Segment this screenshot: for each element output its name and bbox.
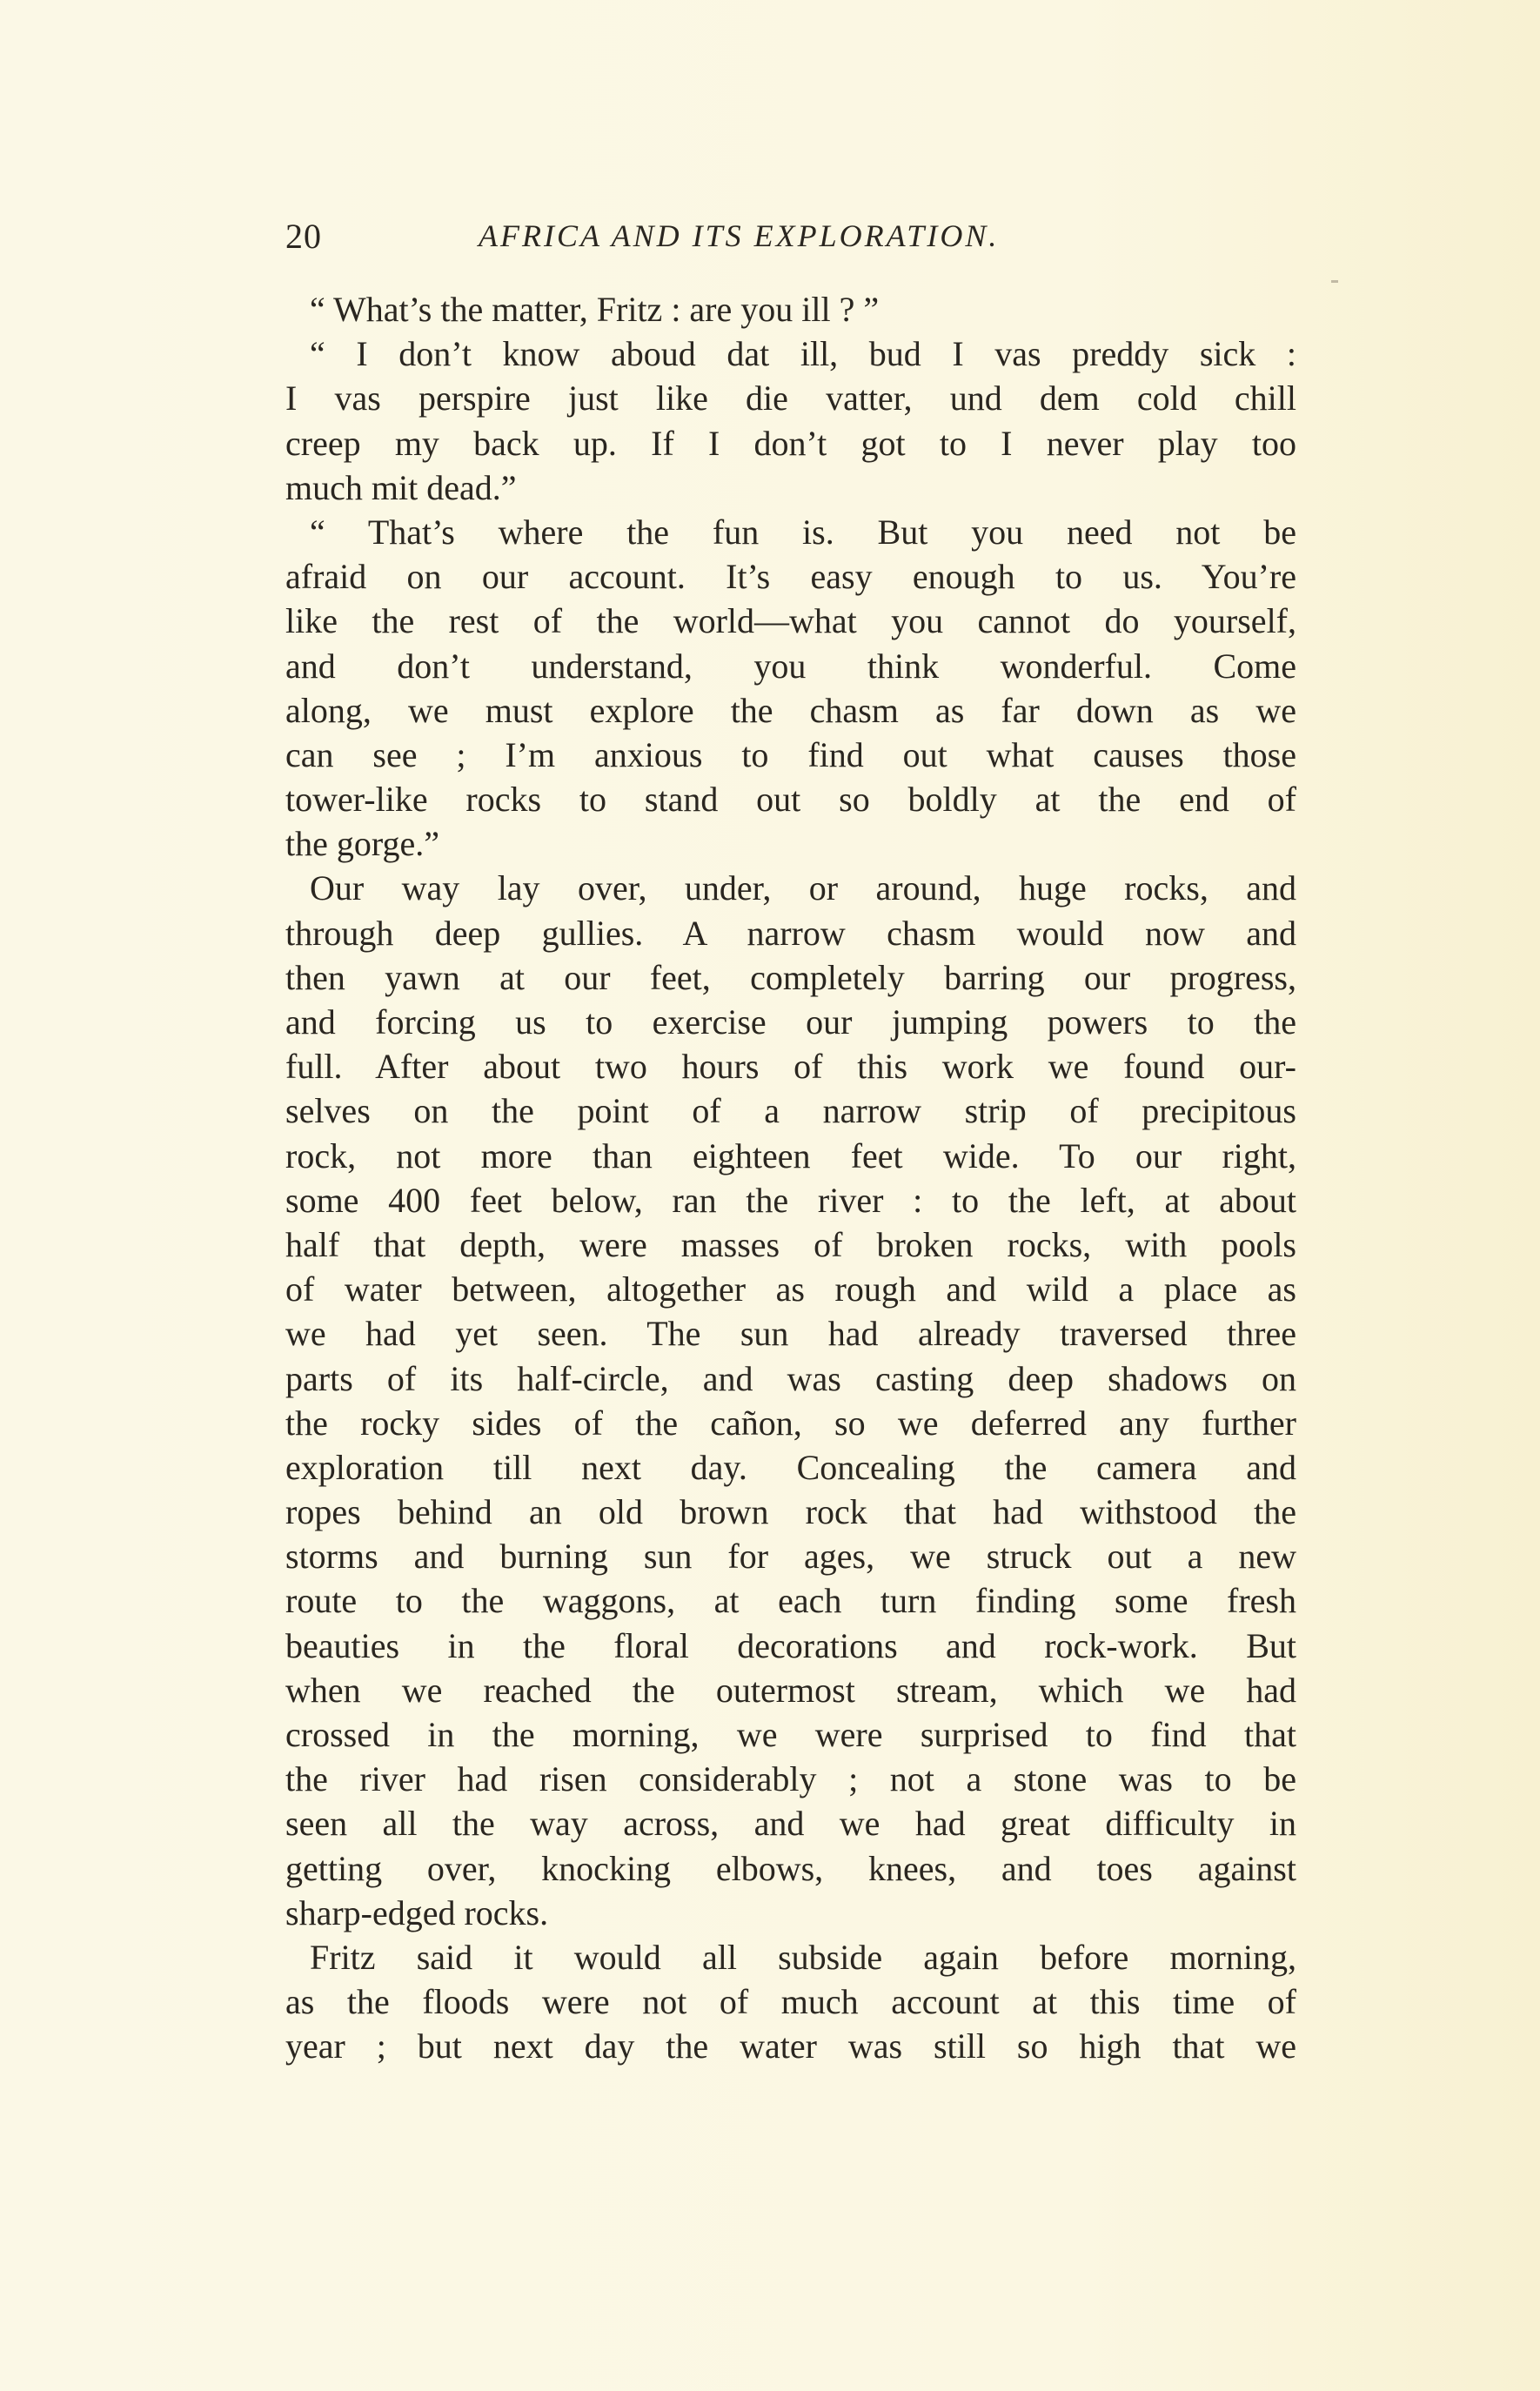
text-line: along, we must explore the chasm as far down as we: [285, 690, 1296, 730]
text-line: then yawn at our feet, completely barring our progress,: [285, 957, 1296, 997]
text-line: route to the waggons, at each turn finding some fresh: [285, 1581, 1296, 1621]
text-line: much mit dead.”: [285, 467, 517, 507]
text-line: the river had risen considerably ; not a stone was to be: [285, 1759, 1296, 1799]
text-line: through deep gullies. A narrow chasm would now and: [285, 913, 1296, 953]
text-line: sharp-edged rocks.: [285, 1892, 549, 1932]
body-text: [285, 287, 1296, 2069]
text-line: parts of its half-circle, and was casting deep shadows on: [285, 1358, 1296, 1398]
text-line: when we reached the outermost stream, which we had: [285, 1670, 1296, 1710]
text-line: Our way lay over, under, or around, huge rocks, and: [310, 868, 1296, 908]
page-number: 20: [285, 217, 322, 256]
running-title: AFRICA AND ITS EXPLORATION.: [479, 218, 1000, 253]
text-line: “ What’s the matter, Fritz : are you ill ? ”: [310, 290, 880, 329]
text-line: as the floods were not of much account at this time of: [285, 1982, 1296, 2022]
text-line: can see ; I’m anxious to find out what causes those: [285, 734, 1296, 774]
text-line: of water between, altogether as rough and wild a place as: [285, 1269, 1296, 1309]
text-line: half that depth, were masses of broken rocks, with pools: [285, 1224, 1296, 1264]
text-line: year ; but next day the water was still so high that we: [285, 2026, 1296, 2066]
text-line: “ That’s where the fun is. But you need not be: [310, 512, 1296, 552]
text-line: and forcing us to exercise our jumping powers to the: [285, 1002, 1296, 1041]
text-line: storms and burning sun for ages, we struck out a new: [285, 1537, 1296, 1577]
text-line: crossed in the morning, we were surprised to find that: [285, 1715, 1296, 1754]
text-line: the gorge.”: [285, 824, 439, 864]
ink-mark: [1331, 280, 1338, 283]
text-line: getting over, knocking elbows, knees, and toes against: [285, 1848, 1296, 1888]
text-line: rock, not more than eighteen feet wide. To our right,: [285, 1135, 1296, 1175]
page-header: [285, 216, 1296, 268]
text-line: ropes behind an old brown rock that had withstood the: [285, 1492, 1296, 1532]
text-line: afraid on our account. It’s easy enough to us. You’re: [285, 557, 1296, 597]
text-line: exploration till next day. Concealing the camera and: [285, 1447, 1296, 1487]
text-line: seen all the way across, and we had great difficulty in: [285, 1804, 1296, 1844]
text-line: “ I don’t know aboud dat ill, bud I vas preddy sick :: [310, 334, 1296, 374]
text-line: tower-like rocks to stand out so boldly at the end of: [285, 780, 1296, 820]
text-line: I vas perspire just like die vatter, und dem cold chill: [285, 378, 1296, 419]
text-line: some 400 feet below, ran the river : to the left, at about: [285, 1180, 1296, 1220]
text-line: the rocky sides of the cañon, so we deferred any further: [285, 1403, 1296, 1443]
text-line: full. After about two hours of this work we found our-: [285, 1047, 1296, 1087]
text-line: beauties in the floral decorations and rock-work. But: [285, 1625, 1296, 1665]
text-line: we had yet seen. The sun had already traversed three: [285, 1314, 1296, 1354]
text-line: creep my back up. If I don’t got to I never play too: [285, 423, 1296, 463]
text-line: selves on the point of a narrow strip of precipitous: [285, 1091, 1296, 1131]
text-line: Fritz said it would all subside again before morning,: [310, 1937, 1296, 1977]
text-line: and don’t understand, you think wonderful. Come: [285, 646, 1296, 686]
text-line: like the rest of the world—what you cannot do yourself,: [285, 601, 1296, 641]
